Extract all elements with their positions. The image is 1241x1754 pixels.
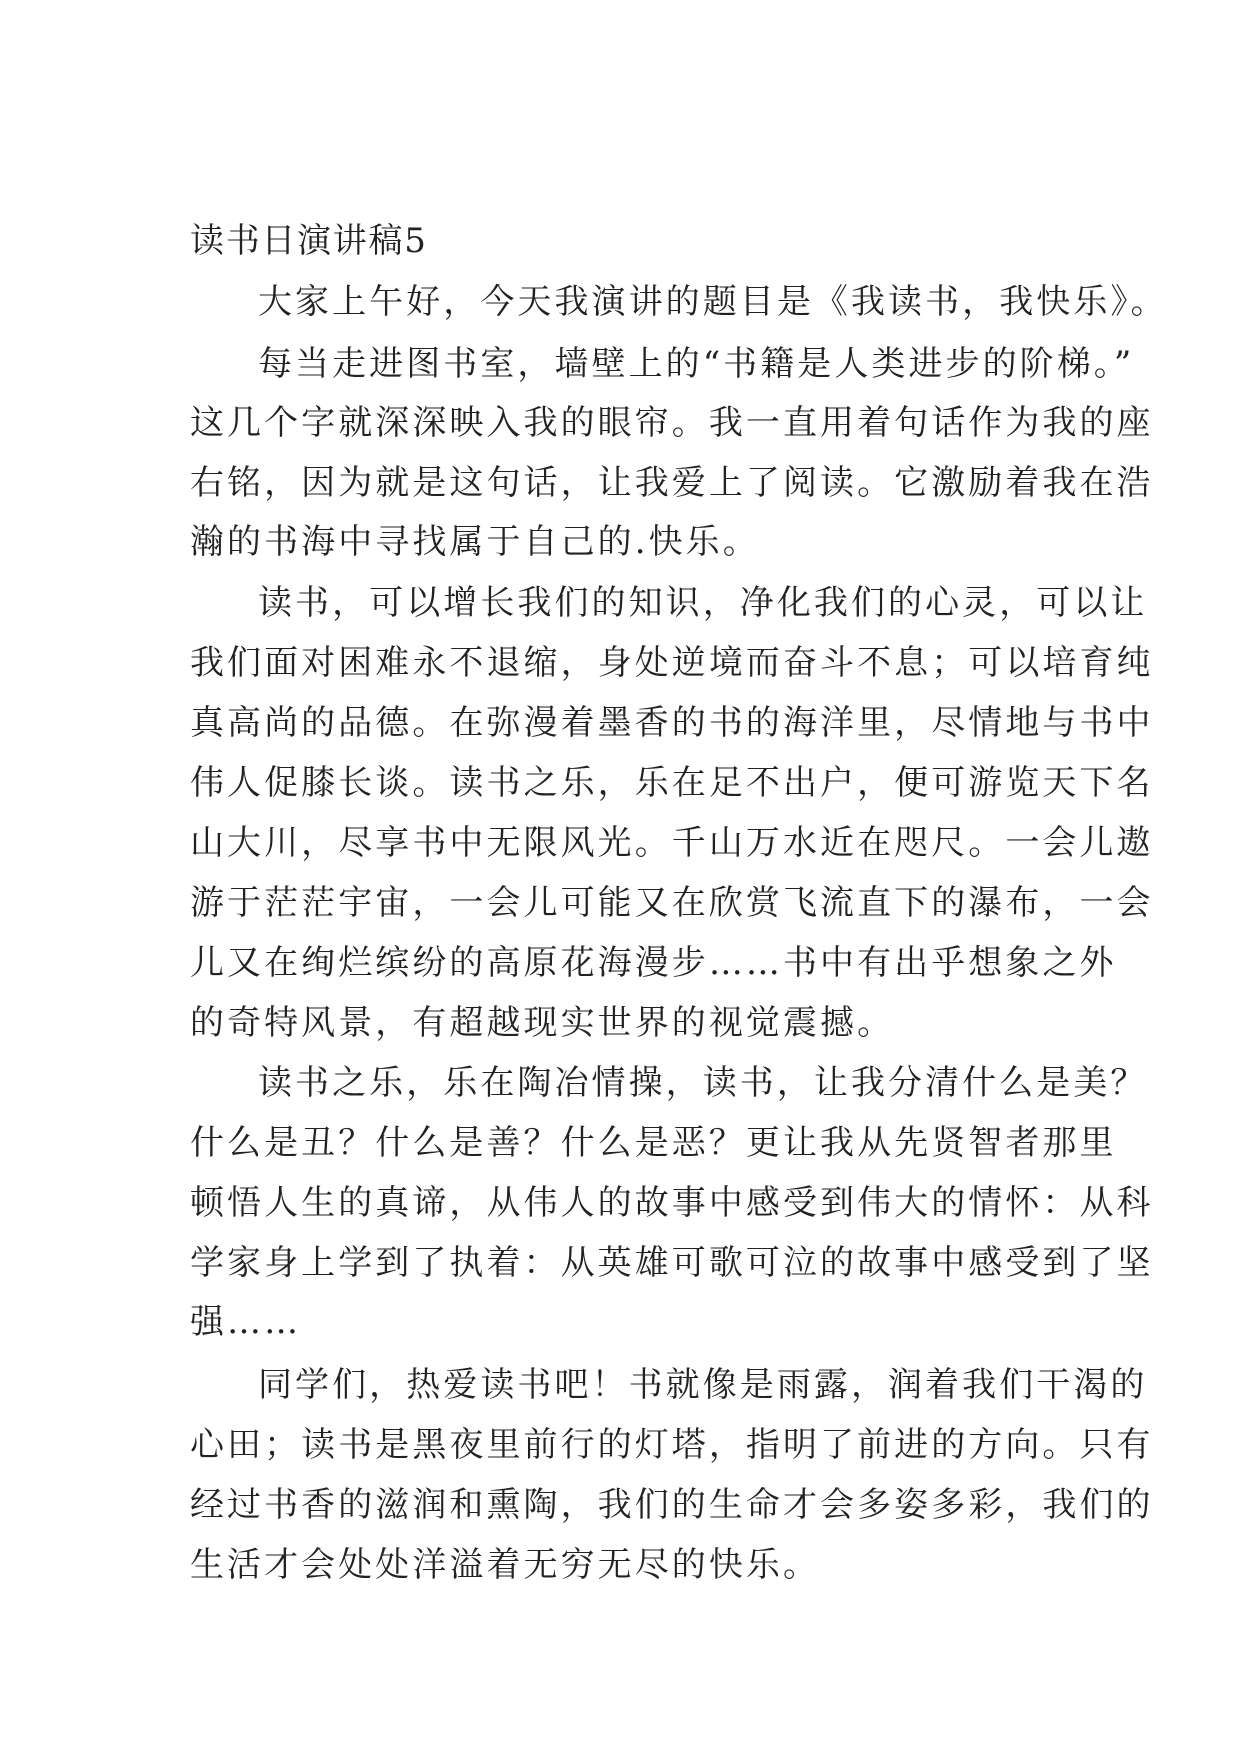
text-line: 儿又在绚烂缤纷的高原花海漫步……书中有出乎想象之外 <box>190 943 1117 983</box>
text-line: 生活才会处处洋溢着无穷无尽的快乐。 <box>190 1545 821 1585</box>
text-line: 伟人促膝长谈。读书之乐，乐在足不出户，便可游览天下名 <box>190 763 1154 803</box>
text-line: 山大川，尽享书中无限风光。千山万水近在咫尺。一会儿遨 <box>190 823 1154 863</box>
text-line: 什么是丑？什么是善？什么是恶？更让我从先贤智者那里 <box>190 1123 1117 1163</box>
text-line: 每当走进图书室，墙壁上的“书籍是人类进步的阶梯。” <box>258 344 1135 384</box>
text-line: 顿悟人生的真谛，从伟人的故事中感受到伟大的情怀：从科 <box>190 1183 1154 1223</box>
text-line: 这几个字就深深映入我的眼帘。我一直用着句话作为我的座 <box>190 403 1154 443</box>
text-line: 右铭，因为就是这句话，让我爱上了阅读。它激励着我在浩 <box>190 463 1154 503</box>
text-line: 读书之乐，乐在陶冶情操，读书，让我分清什么是美？ <box>258 1063 1148 1103</box>
text-line: 读书，可以增长我们的知识，净化我们的心灵，可以让 <box>258 583 1148 623</box>
text-line: 心田；读书是黑夜里前行的灯塔，指明了前进的方向。只有 <box>190 1425 1154 1465</box>
text-line: 经过书香的滋润和熏陶，我们的生命才会多姿多彩，我们的 <box>190 1485 1154 1525</box>
document-title: 读书日演讲稿5 <box>190 221 428 261</box>
text-line: 强…… <box>190 1302 302 1342</box>
text-line: 学家身上学到了执着：从英雄可歌可泣的故事中感受到了坚 <box>190 1243 1154 1283</box>
text-line: 游于茫茫宇宙，一会儿可能又在欣赏飞流直下的瀑布，一会 <box>190 883 1154 923</box>
text-line: 我们面对困难永不退缩，身处逆境而奋斗不息；可以培育纯 <box>190 643 1154 683</box>
text-line: 大家上午好，今天我演讲的题目是《我读书，我快乐》。 <box>258 282 1168 322</box>
text-line: 真高尚的品德。在弥漫着墨香的书的海洋里，尽情地与书中 <box>190 703 1154 743</box>
text-line: 瀚的书海中寻找属于自己的.快乐。 <box>190 522 760 562</box>
text-line: 同学们，热爱读书吧！书就像是雨露，润着我们干渴的 <box>258 1365 1148 1405</box>
text-line: 的奇特风景，有超越现实世界的视觉震撼。 <box>190 1003 895 1043</box>
